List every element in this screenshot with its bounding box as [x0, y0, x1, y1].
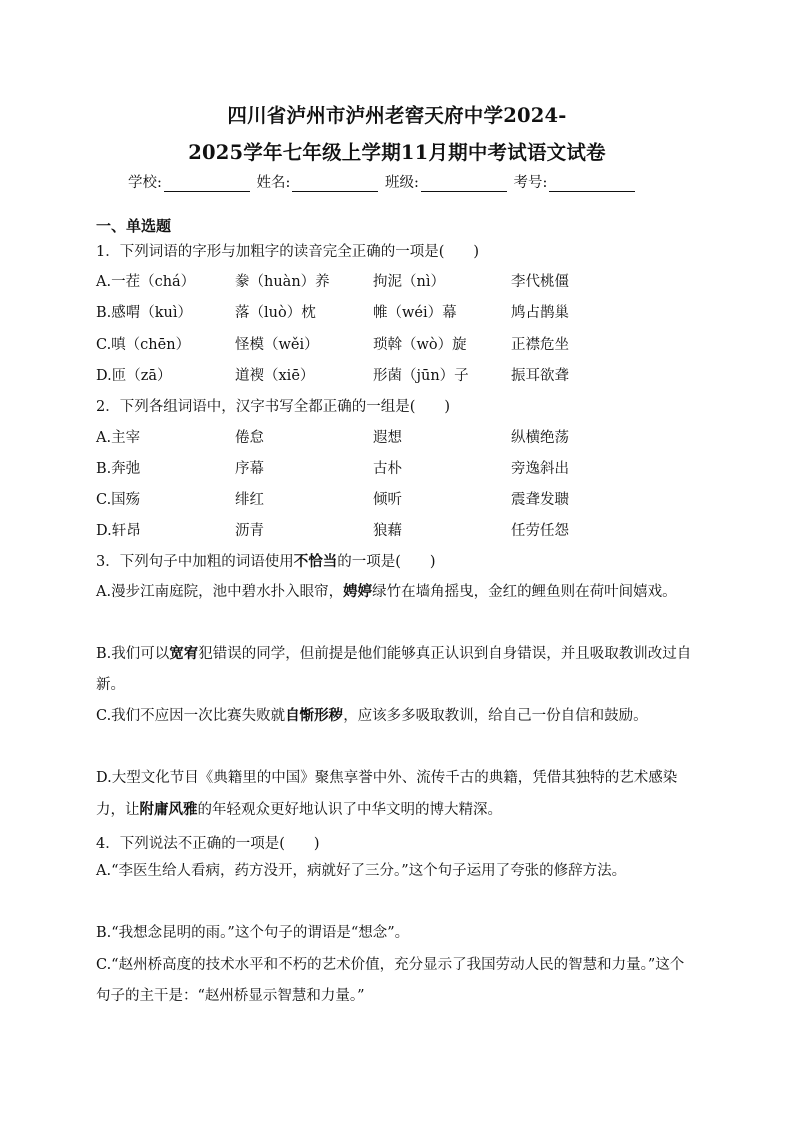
q3-option-c — [96, 700, 696, 732]
q3-option-b — [96, 638, 696, 701]
q2-option-c — [96, 488, 716, 510]
q4-option-c: C.“赵州桥高度的技术水平和不朽的艺术价值，充分显示了我国劳动人民的智慧和力量。”这个句子的主干是：“赵州桥显示智慧和力量。” — [96, 957, 685, 1004]
q1-b-word1: B.感喟（kuì） — [96, 305, 193, 321]
school-label: 学校: — [128, 175, 162, 191]
q1-b-word3: 帷（wéi）幕 — [373, 305, 457, 321]
section-heading: 一、单选题 — [96, 217, 172, 235]
q1-d-word1: D.匝（zā） — [96, 368, 172, 384]
q2-a-word2: 倦怠 — [235, 430, 264, 446]
q1-d-word4: 振耳欲聋 — [511, 368, 569, 384]
q3-a-pre: A.漫步江南庭院，池中碧水扑入眼帘， — [96, 584, 344, 600]
exam-number-blank[interactable] — [549, 177, 635, 192]
q2-b-word1: B.奔弛 — [96, 461, 141, 477]
q3-option-d — [96, 763, 696, 826]
q1-c-word2: 怪模（wěi） — [235, 337, 319, 353]
q3-stem — [96, 550, 436, 571]
q4-option-a: A.“李医生给人看病，药方没开，病就好了三分。”这个句子运用了夸张的修辞方法。 — [96, 863, 627, 879]
q2-c-word3: 倾听 — [373, 492, 402, 508]
q2-a-word3: 遐想 — [373, 430, 402, 446]
q2-c-word2: 绯红 — [235, 492, 264, 508]
q2-b-word2: 序幕 — [235, 461, 264, 477]
q1-a-word2: 豢（huàn）养 — [235, 274, 330, 290]
q3-a-bold: 娉婷 — [343, 583, 373, 600]
exam-title-line2: 2025学年七年级上学期11月期中考试语文试卷 — [188, 141, 606, 164]
q1-a-word4: 李代桃僵 — [511, 274, 569, 290]
q1-c-word4: 正襟危坐 — [511, 337, 569, 353]
q1-b-word4: 鸠占鹊巢 — [511, 305, 569, 321]
student-info-row — [128, 171, 637, 192]
q2-option-b — [96, 457, 716, 479]
q3-b-bold: 宽宥 — [169, 645, 199, 662]
q3-b-post: 犯错误的同学，但前提是他们能够真正认识到自身错误，并且吸取教训改过自新。 — [96, 646, 692, 693]
q3-d-pre: D.大型文化节目《典籍里的中国》聚焦享誉中外、流传千古的典籍，凭借其独特的艺术感染力，让 — [96, 770, 678, 818]
q3-c-post: ，应该多多吸取教训，给自己一份自信和鼓励。 — [343, 708, 648, 724]
q3-a-post: 绿竹在墙角摇曳，金红的鲤鱼则在荷叶间嬉戏。 — [372, 584, 677, 600]
q3-stem-pre: 3．下列句子中加粗的词语使用 — [96, 554, 294, 570]
q3-d-post: 的年轻观众更好地认识了中华文明的博大精深。 — [197, 802, 502, 818]
exam-number-label: 考号: — [513, 175, 548, 191]
q2-c-word4: 震聋发聩 — [511, 492, 569, 508]
q2-b-word4: 旁逸斜出 — [511, 461, 569, 477]
q4-stem: 4．下列说法不正确的一项是( ) — [96, 836, 320, 852]
q2-option-d — [96, 519, 716, 541]
q3-c-pre: C.我们不应因一次比赛失败就 — [96, 708, 286, 724]
q1-stem: 1．下列词语的字形与加粗字的读音完全正确的一项是( ) — [96, 244, 480, 260]
school-blank[interactable] — [164, 177, 250, 192]
q1-option-a — [96, 270, 716, 292]
q2-d-word2: 沥青 — [235, 523, 264, 539]
q1-option-b — [96, 301, 716, 323]
q3-b-pre: B.我们可以 — [96, 646, 170, 662]
q3-stem-bold: 不恰当 — [293, 553, 338, 570]
q3-stem-post: 的一项是( ) — [337, 554, 436, 570]
q3-option-a — [96, 576, 696, 608]
class-blank[interactable] — [421, 177, 507, 192]
q4-option-b: B.“我想念昆明的雨。”这个句子的谓语是“想念”。 — [96, 925, 410, 941]
q2-d-word4: 任劳任怨 — [511, 523, 569, 539]
q2-stem: 2．下列各组词语中，汉字书写全都正确的一组是( ) — [96, 399, 451, 415]
name-label: 姓名: — [256, 175, 291, 191]
q2-b-word3: 古朴 — [373, 461, 402, 477]
q1-option-c — [96, 333, 716, 355]
q2-d-word1: D.轩昂 — [96, 523, 141, 539]
q1-d-word3: 形菌（jūn）子 — [373, 368, 469, 384]
q1-a-word3: 拘泥（nì） — [373, 274, 445, 290]
name-blank[interactable] — [292, 177, 378, 192]
class-label: 班级: — [385, 175, 419, 191]
q3-d-bold: 附庸风雅 — [139, 801, 198, 818]
exam-title-line1: 四川省泸州市泸州老窖天府中学2024- — [227, 104, 567, 127]
q2-c-word1: C.国殇 — [96, 492, 141, 508]
q1-d-word2: 道褉（xiē） — [235, 368, 315, 384]
q2-a-word4: 纵横绝荡 — [511, 430, 569, 446]
q1-b-word2: 落（luò）枕 — [235, 305, 316, 321]
q1-a-word1: A.一茬（chá） — [96, 274, 196, 290]
q2-d-word3: 狼藉 — [373, 523, 402, 539]
q2-a-word1: A.主宰 — [96, 430, 141, 446]
q1-option-d — [96, 364, 716, 386]
q1-c-word3: 琐斡（wò）旋 — [373, 337, 467, 353]
q1-c-word1: C.嗔（chēn） — [96, 337, 191, 353]
q2-option-a — [96, 426, 716, 448]
q3-c-bold: 自惭形秽 — [285, 707, 344, 724]
